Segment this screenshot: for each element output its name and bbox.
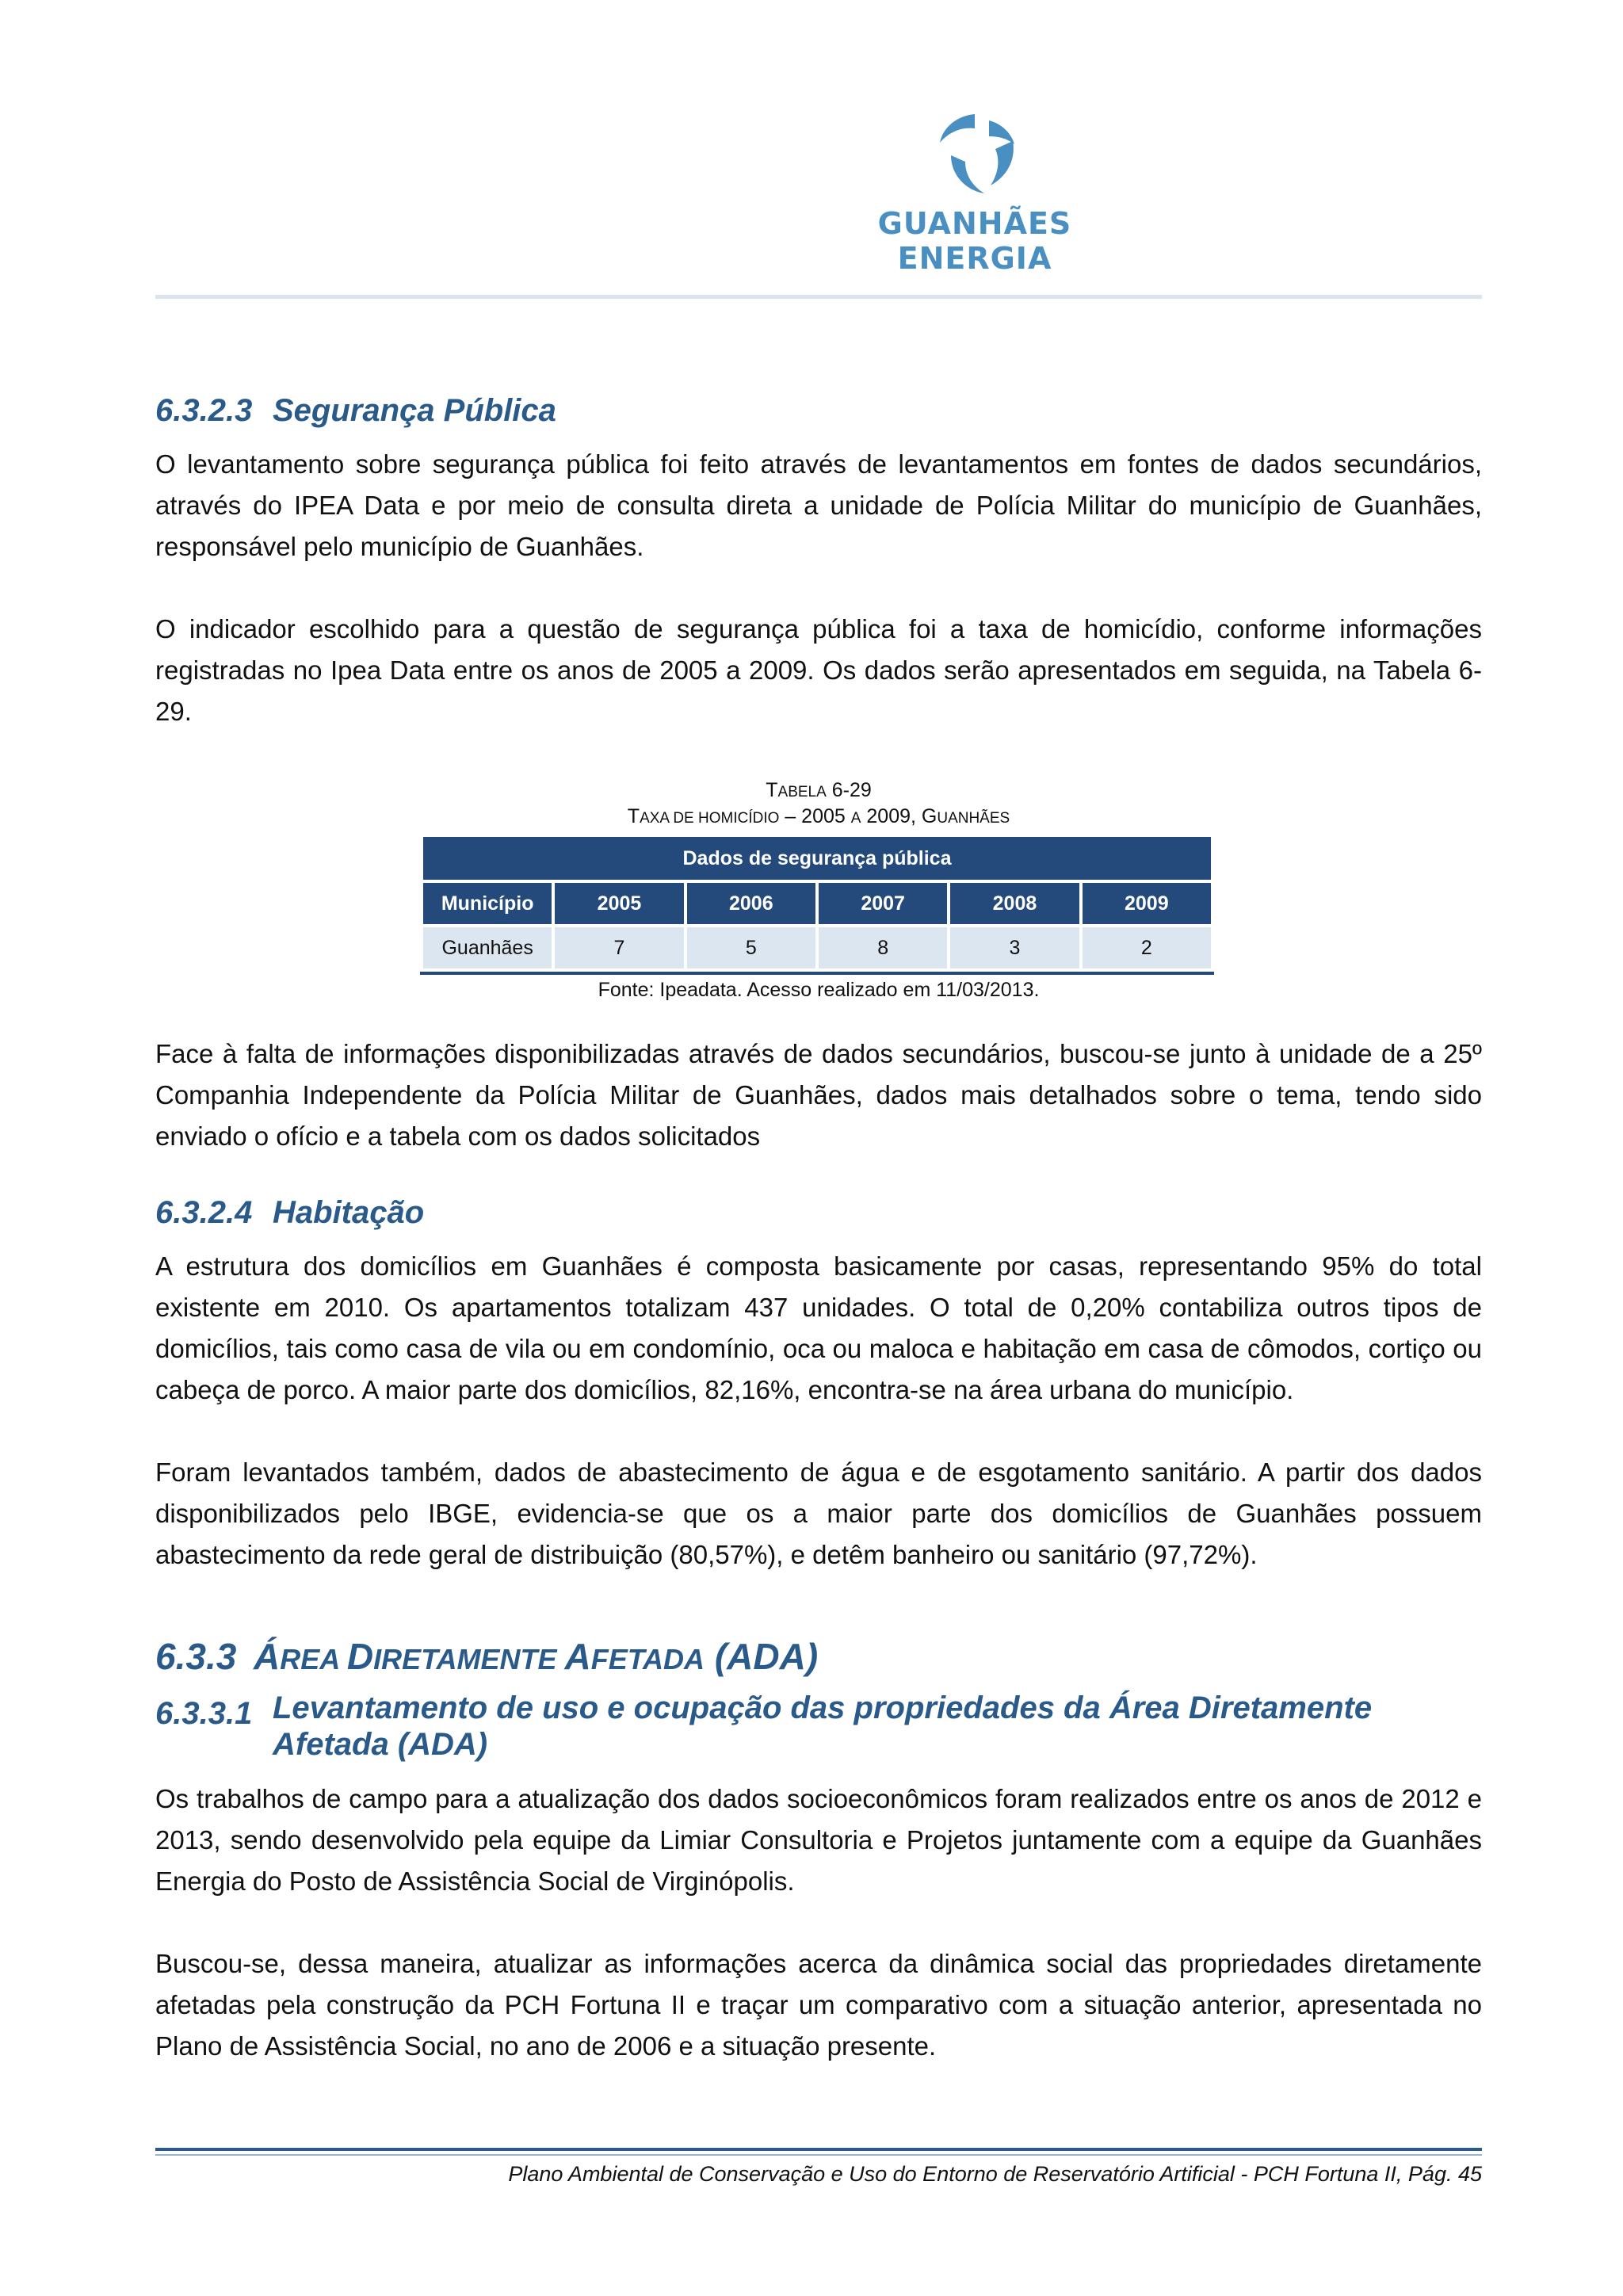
table-block bbox=[155, 778, 1482, 1013]
logo-text: GUANHÃES ENERGIA bbox=[877, 206, 1072, 276]
footer-divider bbox=[155, 2148, 1482, 2151]
table-cell: Guanhães bbox=[423, 927, 552, 968]
column-header: 2009 bbox=[1083, 883, 1211, 924]
table-title: Dados de segurança pública bbox=[423, 837, 1211, 880]
homicide-rate-table bbox=[420, 834, 1214, 972]
table-cell: 5 bbox=[687, 927, 815, 968]
paragraph: Face à falta de informações disponibilizadas através de dados secundários, buscou-se junto à unidade de a 25º Companhia Independente da Polícia Militar de Guanhães, dados mais detalhados sobre o tema, tendo sido enviado o ofício e a tabela com os dados solicitados bbox=[155, 1039, 1482, 1151]
section-number: 6.3.2.4 bbox=[155, 1195, 253, 1230]
section-number: 6.3.3 bbox=[155, 1636, 237, 1677]
page-footer: Plano Ambiental de Conservação e Uso do Entorno de Reservatório Artificial - PCH Fortuna II, Pág. 45 bbox=[508, 2162, 1482, 2186]
table-cell: 2 bbox=[1083, 927, 1211, 968]
section-title: Levantamento de uso e ocupação das propriedades da Área Diretamente Afetada (ADA) bbox=[273, 1690, 1373, 1762]
guanhaes-swirl-icon bbox=[934, 109, 1021, 198]
section-title: Segurança Pública bbox=[273, 393, 556, 428]
section-heading-seguranca bbox=[155, 387, 1482, 434]
paragraph: Os trabalhos de campo para a atualização dos dados socioeconômicos foram realizados entre os anos de 2012 e 2013, sendo desenvolvido pela equipe da Limiar Consultoria e Projetos juntamente com a equipe da Guanhães Energia do Posto de Assistência Social de Virginópolis. bbox=[155, 1784, 1482, 1896]
section-heading-ada bbox=[155, 1633, 1482, 1683]
company-logo bbox=[824, 109, 1125, 276]
paragraph: A estrutura dos domicílios em Guanhães é composta basicamente por casas, representando 95% do total existente em 2010. Os apartamentos totalizam 437 unidades. O total de 0,20% contabiliza outros tipos de domicílios, tais como casa de vila ou em condomínio, oca ou maloca e habitação em casa de cômodos, cortiço ou cabeça de porco. A maior parte dos domicílios, 82,16%, encontra-se na área urbana do município. bbox=[155, 1251, 1482, 1404]
column-header: Município bbox=[423, 883, 552, 924]
paragraph: Foram levantados também, dados de abastecimento de água e de esgotamento sanitário. A partir dos dados disponibilizados pelo IBGE, evidencia-se que os a maior parte dos domicílios de Guanhães possuem abastecimento da rede geral de distribuição (80,57%), e detêm banheiro ou sanitário (97,72%). bbox=[155, 1457, 1482, 1569]
footer-divider-thin bbox=[155, 2154, 1482, 2156]
table-cell: 7 bbox=[555, 927, 683, 968]
table-cell: 8 bbox=[819, 927, 947, 968]
section-title: Habitação bbox=[273, 1195, 425, 1230]
table-caption-number: TABELA 6-29 bbox=[766, 779, 872, 801]
table-source: Fonte: Ipeadata. Acesso realizado em 11/03/2013. bbox=[598, 979, 1040, 1001]
paragraph: O levantamento sobre segurança pública foi feito através de levantamentos em fontes de dados secundários, através do IPEA Data e por meio de consulta direta a unidade de Polícia Militar do município de Guanhães, responsável pelo município de Guanhães. bbox=[155, 449, 1482, 561]
section-number: 6.3.3.1 bbox=[155, 1696, 253, 1731]
table-cell: 3 bbox=[950, 927, 1079, 968]
table-header-row bbox=[423, 883, 1211, 924]
section-number: 6.3.2.3 bbox=[155, 393, 253, 428]
column-header: 2007 bbox=[819, 883, 947, 924]
header-divider bbox=[155, 295, 1482, 299]
table-bottom-rule bbox=[420, 972, 1214, 975]
column-header: 2005 bbox=[555, 883, 683, 924]
column-header: 2008 bbox=[950, 883, 1079, 924]
section-heading-levantamento bbox=[155, 1690, 1482, 1763]
table-row bbox=[423, 927, 1211, 968]
column-header: 2006 bbox=[687, 883, 815, 924]
paragraph: Buscou-se, dessa maneira, atualizar as informações acerca da dinâmica social das propriedades diretamente afetadas pela construção da PCH Fortuna II e traçar um comparativo com a situação anterior, apresentada no Plano de Assistência Social, no ano de 2006 e a situação presente. bbox=[155, 1949, 1482, 2061]
section-heading-habitacao bbox=[155, 1189, 1482, 1236]
paragraph: O indicador escolhido para a questão de segurança pública foi a taxa de homicídio, conforme informações registradas no Ipea Data entre os anos de 2005 a 2009. Os dados serão apresentados em seguida, na Tabela 6-29. bbox=[155, 614, 1482, 726]
page-content bbox=[155, 387, 1482, 2067]
section-title: ÁREA DIRETAMENTE AFETADA (ADA) bbox=[254, 1636, 819, 1677]
table-caption-title: TAXA DE HOMICÍDIO – 2005 A 2009, GUANHÃES bbox=[627, 805, 1010, 827]
